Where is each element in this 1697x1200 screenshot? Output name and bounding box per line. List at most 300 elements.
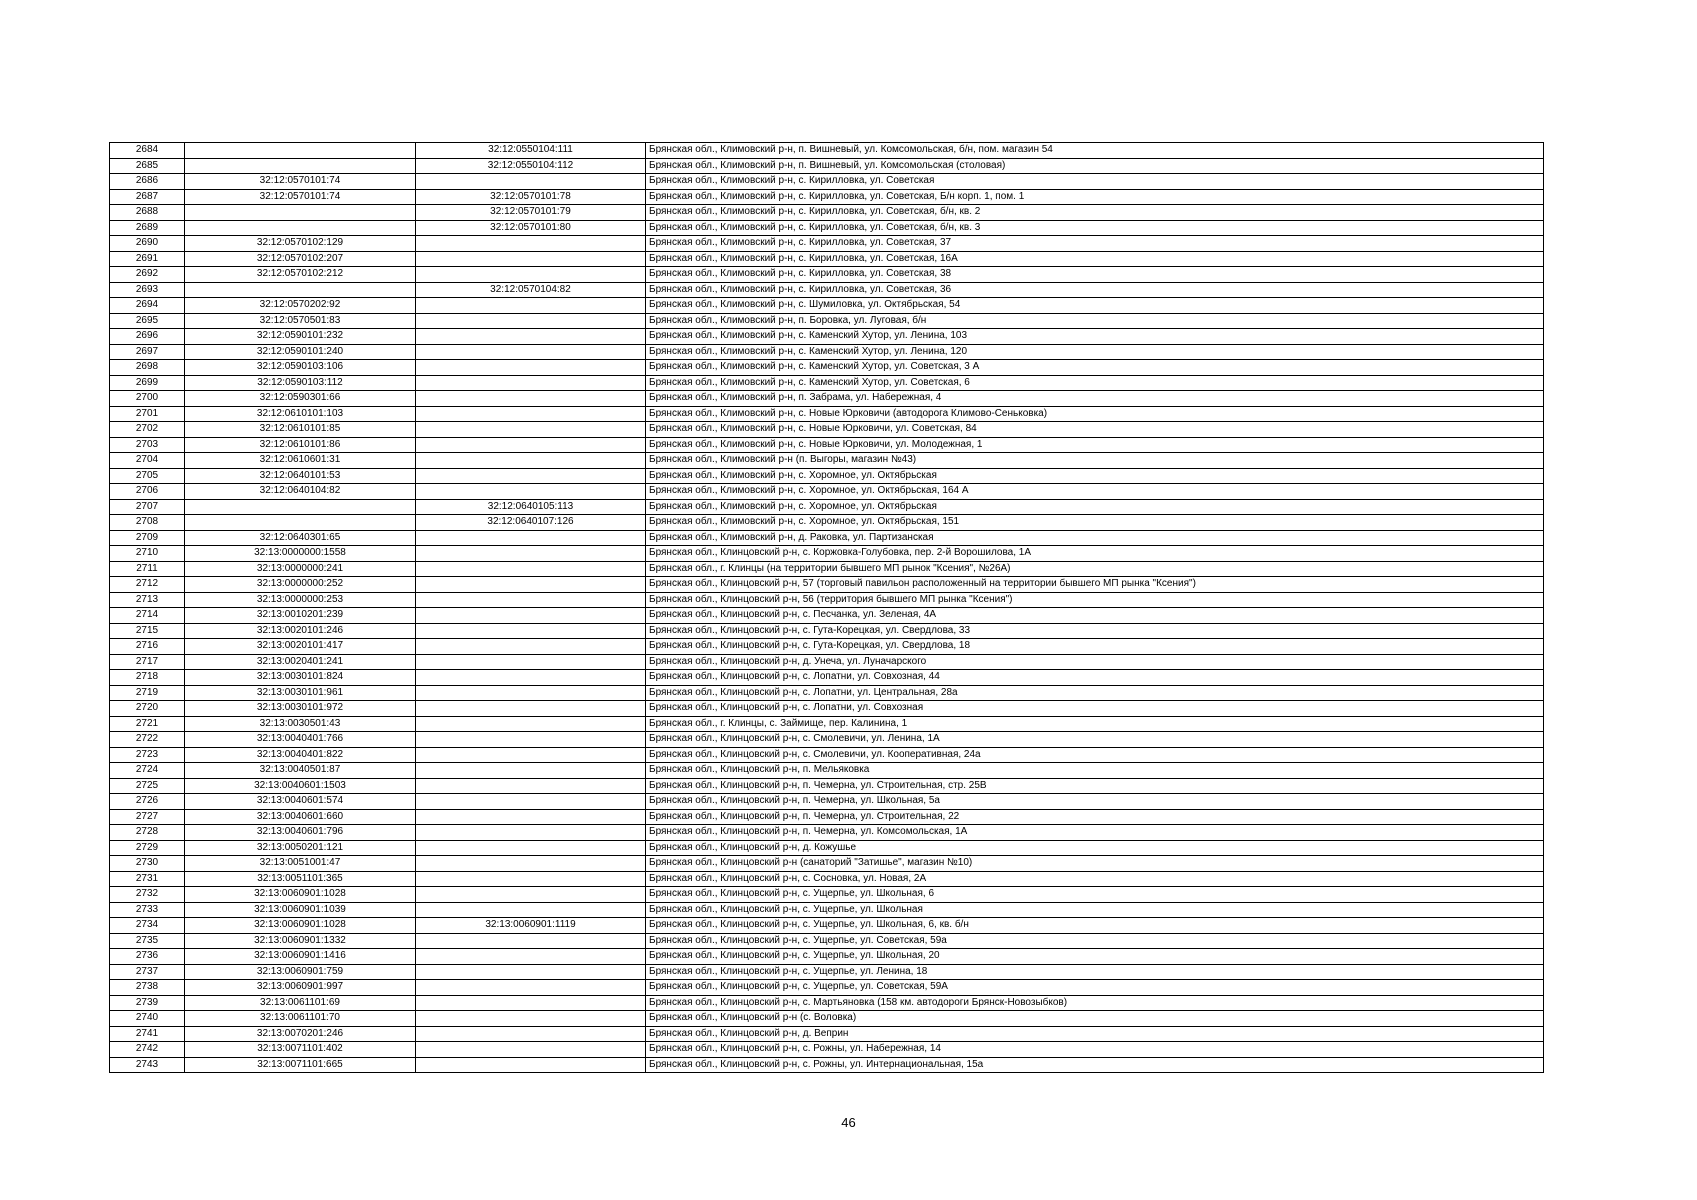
address-cell: Брянская обл., Клинцовский р-н, с. Ущерпье, ул. Советская, 59а [646,933,1544,949]
row-number-cell: 2713 [110,592,185,608]
building-cadastral-number-cell [416,995,646,1011]
cadastral-number-cell: 32:12:0610101:86 [185,437,416,453]
cadastral-number-cell: 32:12:0590103:106 [185,360,416,376]
address-cell: Брянская обл., Климовский р-н, с. Кирилловка, ул. Советская, 38 [646,267,1544,283]
cadastral-number-cell [185,282,416,298]
table-row [110,1011,1544,1027]
cadastral-number-cell [185,499,416,515]
table-row [110,980,1544,996]
row-number-cell: 2718 [110,670,185,686]
address-cell: Брянская обл., Клинцовский р-н, с. Рожны, ул. Набережная, 14 [646,1042,1544,1058]
registry-table-body [110,143,1544,1073]
building-cadastral-number-cell [416,344,646,360]
row-number-cell: 2695 [110,313,185,329]
row-number-cell: 2717 [110,654,185,670]
table-row [110,236,1544,252]
table-row [110,902,1544,918]
table-row [110,205,1544,221]
building-cadastral-number-cell [416,825,646,841]
row-number-cell: 2743 [110,1057,185,1073]
address-cell: Брянская обл., Климовский р-н, с. Хоромное, ул. Октябрьская, 164 А [646,484,1544,500]
row-number-cell: 2742 [110,1042,185,1058]
row-number-cell: 2726 [110,794,185,810]
row-number-cell: 2722 [110,732,185,748]
table-row [110,298,1544,314]
address-cell: Брянская обл., Климовский р-н, с. Хоромное, ул. Октябрьская, 151 [646,515,1544,531]
table-row [110,716,1544,732]
cadastral-number-cell: 32:12:0570102:212 [185,267,416,283]
building-cadastral-number-cell [416,747,646,763]
address-cell: Брянская обл., Клинцовский р-н, с. Смолевичи, ул. Кооперативная, 24а [646,747,1544,763]
address-cell: Брянская обл., Климовский р-н, с. Шумиловка, ул. Октябрьская, 54 [646,298,1544,314]
table-row [110,794,1544,810]
building-cadastral-number-cell [416,174,646,190]
table-row [110,933,1544,949]
table-row [110,515,1544,531]
building-cadastral-number-cell [416,375,646,391]
address-cell: Брянская обл., Клинцовский р-н, с. Лопатни, ул. Совхозная [646,701,1544,717]
building-cadastral-number-cell [416,236,646,252]
building-cadastral-number-cell [416,592,646,608]
table-row [110,670,1544,686]
row-number-cell: 2694 [110,298,185,314]
building-cadastral-number-cell [416,1042,646,1058]
address-cell: Брянская обл., Клинцовский р-н, с. Ущерпье, ул. Ленина, 18 [646,964,1544,980]
table-row [110,267,1544,283]
row-number-cell: 2738 [110,980,185,996]
building-cadastral-number-cell [416,980,646,996]
cadastral-number-cell: 32:13:0040601:574 [185,794,416,810]
table-row [110,1026,1544,1042]
row-number-cell: 2706 [110,484,185,500]
row-number-cell: 2724 [110,763,185,779]
building-cadastral-number-cell [416,561,646,577]
row-number-cell: 2720 [110,701,185,717]
cadastral-number-cell: 32:13:0040501:87 [185,763,416,779]
building-cadastral-number-cell [416,902,646,918]
row-number-cell: 2714 [110,608,185,624]
table-row [110,654,1544,670]
row-number-cell: 2687 [110,189,185,205]
address-cell: Брянская обл., Клинцовский р-н, с. Песчанка, ул. Зеленая, 4А [646,608,1544,624]
address-cell: Брянская обл., Клинцовский р-н, с. Рожны, ул. Интернациональная, 15а [646,1057,1544,1073]
row-number-cell: 2698 [110,360,185,376]
cadastral-number-cell: 32:13:0070201:246 [185,1026,416,1042]
row-number-cell: 2725 [110,778,185,794]
building-cadastral-number-cell [416,1011,646,1027]
building-cadastral-number-cell [416,716,646,732]
cadastral-number-cell: 32:12:0590301:66 [185,391,416,407]
building-cadastral-number-cell: 32:12:0550104:111 [416,143,646,159]
row-number-cell: 2709 [110,530,185,546]
cadastral-number-cell: 32:13:0040601:1503 [185,778,416,794]
row-number-cell: 2688 [110,205,185,221]
row-number-cell: 2704 [110,453,185,469]
table-row [110,220,1544,236]
row-number-cell: 2719 [110,685,185,701]
building-cadastral-number-cell [416,856,646,872]
address-cell: Брянская обл., Клинцовский р-н, с. Ущерпье, ул. Школьная [646,902,1544,918]
cadastral-number-cell: 32:13:0040601:796 [185,825,416,841]
cadastral-number-cell: 32:12:0570102:129 [185,236,416,252]
table-row [110,871,1544,887]
table-row [110,282,1544,298]
building-cadastral-number-cell: 32:12:0570101:80 [416,220,646,236]
building-cadastral-number-cell [416,360,646,376]
row-number-cell: 2736 [110,949,185,965]
building-cadastral-number-cell [416,453,646,469]
building-cadastral-number-cell [416,530,646,546]
address-cell: Брянская обл., Клинцовский р-н, п. Чемерна, ул. Строительная, стр. 25В [646,778,1544,794]
row-number-cell: 2692 [110,267,185,283]
address-cell: Брянская обл., Клинцовский р-н, 57 (торговый павильон расположенный на территории бывшего МП рынка "Ксения") [646,577,1544,593]
row-number-cell: 2729 [110,840,185,856]
building-cadastral-number-cell [416,623,646,639]
table-row [110,360,1544,376]
table-row [110,825,1544,841]
cadastral-number-cell: 32:12:0610601:31 [185,453,416,469]
cadastral-number-cell: 32:13:0060901:759 [185,964,416,980]
building-cadastral-number-cell [416,391,646,407]
address-cell: Брянская обл., Клинцовский р-н, д. Унеча, ул. Луначарского [646,654,1544,670]
building-cadastral-number-cell [416,577,646,593]
cadastral-number-cell: 32:13:0071101:665 [185,1057,416,1073]
row-number-cell: 2712 [110,577,185,593]
registry-table [109,142,1544,1073]
address-cell: Брянская обл., Климовский р-н, с. Кирилловка, ул. Советская [646,174,1544,190]
building-cadastral-number-cell [416,871,646,887]
cadastral-number-cell [185,158,416,174]
table-row [110,561,1544,577]
address-cell: Брянская обл., Климовский р-н, с. Кирилловка, ул. Советская, Б/н корп. 1, пом. 1 [646,189,1544,205]
building-cadastral-number-cell [416,468,646,484]
address-cell: Брянская обл., Климовский р-н, с. Каменский Хутор, ул. Ленина, 103 [646,329,1544,345]
cadastral-number-cell: 32:13:0000000:252 [185,577,416,593]
row-number-cell: 2690 [110,236,185,252]
row-number-cell: 2700 [110,391,185,407]
address-cell: Брянская обл., Клинцовский р-н, с. Ущерпье, ул. Школьная, 20 [646,949,1544,965]
address-cell: Брянская обл., Клинцовский р-н, с. Гута-Корецкая, ул. Свердлова, 33 [646,623,1544,639]
page-number: 46 [841,1115,856,1130]
address-cell: Брянская обл., Климовский р-н, с. Кирилловка, ул. Советская, 36 [646,282,1544,298]
address-cell: Брянская обл., Клинцовский р-н, с. Ущерпье, ул. Школьная, 6 [646,887,1544,903]
row-number-cell: 2685 [110,158,185,174]
address-cell: Брянская обл., Клинцовский р-н, п. Мельяковка [646,763,1544,779]
row-number-cell: 2731 [110,871,185,887]
cadastral-number-cell: 32:13:0040401:766 [185,732,416,748]
address-cell: Брянская обл., Климовский р-н, п. Забрама, ул. Набережная, 4 [646,391,1544,407]
table-row [110,174,1544,190]
address-cell: Брянская обл., Клинцовский р-н, с. Мартьяновка (158 км. автодороги Брянск-Новозыбков) [646,995,1544,1011]
address-cell: Брянская обл., Климовский р-н, д. Раковка, ул. Партизанская [646,530,1544,546]
address-cell: Брянская обл., Климовский р-н, с. Каменский Хутор, ул. Советская, 6 [646,375,1544,391]
cadastral-number-cell: 32:12:0570101:74 [185,189,416,205]
address-cell: Брянская обл., Климовский р-н, с. Хоромное, ул. Октябрьская [646,499,1544,515]
table-row [110,344,1544,360]
cadastral-number-cell: 32:13:0060901:1028 [185,918,416,934]
row-number-cell: 2721 [110,716,185,732]
building-cadastral-number-cell: 32:12:0570101:79 [416,205,646,221]
table-row [110,995,1544,1011]
address-cell: Брянская обл., Клинцовский р-н (с. Воловка) [646,1011,1544,1027]
cadastral-number-cell: 32:13:0030101:961 [185,685,416,701]
cadastral-number-cell: 32:12:0640104:82 [185,484,416,500]
address-cell: Брянская обл., г. Клинцы (на территории бывшего МП рынок "Ксения", №26А) [646,561,1544,577]
cadastral-number-cell: 32:13:0020401:241 [185,654,416,670]
address-cell: Брянская обл., Климовский р-н, с. Хоромное, ул. Октябрьская [646,468,1544,484]
cadastral-number-cell: 32:13:0060901:1332 [185,933,416,949]
building-cadastral-number-cell [416,251,646,267]
building-cadastral-number-cell [416,763,646,779]
row-number-cell: 2741 [110,1026,185,1042]
row-number-cell: 2715 [110,623,185,639]
row-number-cell: 2696 [110,329,185,345]
row-number-cell: 2707 [110,499,185,515]
row-number-cell: 2710 [110,546,185,562]
address-cell: Брянская обл., Климовский р-н, с. Кирилловка, ул. Советская, 16А [646,251,1544,267]
cadastral-number-cell: 32:13:0030101:972 [185,701,416,717]
building-cadastral-number-cell: 32:12:0640105:113 [416,499,646,515]
table-row [110,468,1544,484]
building-cadastral-number-cell [416,437,646,453]
address-cell: Брянская обл., Клинцовский р-н, п. Чемерна, ул. Школьная, 5а [646,794,1544,810]
building-cadastral-number-cell [416,701,646,717]
cadastral-number-cell: 32:12:0590101:240 [185,344,416,360]
building-cadastral-number-cell [416,964,646,980]
building-cadastral-number-cell [416,670,646,686]
table-row [110,964,1544,980]
row-number-cell: 2703 [110,437,185,453]
row-number-cell: 2728 [110,825,185,841]
address-cell: Брянская обл., Клинцовский р-н, с. Лопатни, ул. Центральная, 28а [646,685,1544,701]
address-cell: Брянская обл., Климовский р-н, с. Новые Юрковичи (автодорога Климово-Сеньковка) [646,406,1544,422]
row-number-cell: 2693 [110,282,185,298]
building-cadastral-number-cell [416,809,646,825]
table-row [110,577,1544,593]
table-row [110,391,1544,407]
table-row [110,453,1544,469]
cadastral-number-cell: 32:12:0610101:103 [185,406,416,422]
table-row [110,143,1544,159]
cadastral-number-cell: 32:12:0570101:74 [185,174,416,190]
row-number-cell: 2708 [110,515,185,531]
row-number-cell: 2733 [110,902,185,918]
row-number-cell: 2734 [110,918,185,934]
table-row [110,406,1544,422]
cadastral-number-cell: 32:13:0071101:402 [185,1042,416,1058]
table-row [110,856,1544,872]
building-cadastral-number-cell [416,422,646,438]
building-cadastral-number-cell [416,298,646,314]
building-cadastral-number-cell [416,329,646,345]
address-cell: Брянская обл., Клинцовский р-н, с. Сосновка, ул. Новая, 2А [646,871,1544,887]
table-row [110,732,1544,748]
cadastral-number-cell: 32:13:0061101:69 [185,995,416,1011]
cadastral-number-cell: 32:13:0061101:70 [185,1011,416,1027]
building-cadastral-number-cell [416,949,646,965]
table-row [110,1057,1544,1073]
table-row [110,949,1544,965]
table-row [110,158,1544,174]
row-number-cell: 2705 [110,468,185,484]
table-row [110,530,1544,546]
table-row [110,623,1544,639]
address-cell: Брянская обл., Клинцовский р-н, д. Кожушье [646,840,1544,856]
building-cadastral-number-cell [416,406,646,422]
building-cadastral-number-cell [416,654,646,670]
table-row [110,313,1544,329]
building-cadastral-number-cell [416,732,646,748]
cadastral-number-cell: 32:13:0060901:1416 [185,949,416,965]
row-number-cell: 2711 [110,561,185,577]
row-number-cell: 2739 [110,995,185,1011]
row-number-cell: 2735 [110,933,185,949]
row-number-cell: 2702 [110,422,185,438]
row-number-cell: 2701 [110,406,185,422]
table-row [110,592,1544,608]
address-cell: Брянская обл., Клинцовский р-н, с. Смолевичи, ул. Ленина, 1А [646,732,1544,748]
building-cadastral-number-cell [416,267,646,283]
row-number-cell: 2697 [110,344,185,360]
table-row [110,639,1544,655]
cadastral-number-cell: 32:12:0570102:207 [185,251,416,267]
address-cell: Брянская обл., Климовский р-н, с. Новые Юрковичи, ул. Советская, 84 [646,422,1544,438]
building-cadastral-number-cell [416,1026,646,1042]
row-number-cell: 2732 [110,887,185,903]
building-cadastral-number-cell [416,1057,646,1073]
address-cell: Брянская обл., Клинцовский р-н, с. Ущерпье, ул. Советская, 59А [646,980,1544,996]
building-cadastral-number-cell: 32:12:0640107:126 [416,515,646,531]
address-cell: Брянская обл., Клинцовский р-н, п. Чемерна, ул. Строительная, 22 [646,809,1544,825]
table-row [110,375,1544,391]
building-cadastral-number-cell: 32:12:0570101:78 [416,189,646,205]
address-cell: Брянская обл., Климовский р-н, п. Вишневый, ул. Комсомольская, б/н, пом. магазин 54 [646,143,1544,159]
address-cell: Брянская обл., Клинцовский р-н, с. Лопатни, ул. Совхозная, 44 [646,670,1544,686]
table-row [110,1042,1544,1058]
table-row [110,484,1544,500]
address-cell: Брянская обл., Клинцовский р-н, с. Коржовка-Голубовка, пер. 2-й Ворошилова, 1А [646,546,1544,562]
cadastral-number-cell: 32:13:0051101:365 [185,871,416,887]
row-number-cell: 2684 [110,143,185,159]
cadastral-number-cell: 32:12:0590101:232 [185,329,416,345]
cadastral-number-cell: 32:13:0040601:660 [185,809,416,825]
table-row [110,918,1544,934]
table-row [110,685,1544,701]
address-cell: Брянская обл., Климовский р-н, с. Кирилловка, ул. Советская, 37 [646,236,1544,252]
address-cell: Брянская обл., Климовский р-н, с. Новые Юрковичи, ул. Молодежная, 1 [646,437,1544,453]
table-row [110,329,1544,345]
building-cadastral-number-cell [416,608,646,624]
building-cadastral-number-cell: 32:12:0550104:112 [416,158,646,174]
cadastral-number-cell: 32:12:0610101:85 [185,422,416,438]
table-row [110,189,1544,205]
cadastral-number-cell: 32:13:0000000:241 [185,561,416,577]
building-cadastral-number-cell [416,794,646,810]
address-cell: Брянская обл., Климовский р-н, с. Кирилловка, ул. Советская, б/н, кв. 3 [646,220,1544,236]
building-cadastral-number-cell [416,546,646,562]
row-number-cell: 2691 [110,251,185,267]
table-row [110,763,1544,779]
row-number-cell: 2737 [110,964,185,980]
row-number-cell: 2723 [110,747,185,763]
cadastral-number-cell: 32:13:0060901:997 [185,980,416,996]
address-cell: Брянская обл., Климовский р-н (п. Выгоры, магазин №43) [646,453,1544,469]
address-cell: Брянская обл., г. Клинцы, с. Займище, пер. Калинина, 1 [646,716,1544,732]
table-row [110,809,1544,825]
cadastral-number-cell: 32:12:0640301:65 [185,530,416,546]
building-cadastral-number-cell [416,778,646,794]
cadastral-number-cell: 32:13:0020101:246 [185,623,416,639]
cadastral-number-cell: 32:13:0051001:47 [185,856,416,872]
table-row [110,840,1544,856]
cadastral-number-cell [185,143,416,159]
cadastral-number-cell: 32:13:0000000:253 [185,592,416,608]
cadastral-number-cell: 32:13:0060901:1039 [185,902,416,918]
cadastral-number-cell [185,220,416,236]
building-cadastral-number-cell [416,313,646,329]
cadastral-number-cell: 32:13:0040401:822 [185,747,416,763]
cadastral-number-cell: 32:13:0060901:1028 [185,887,416,903]
address-cell: Брянская обл., Климовский р-н, с. Каменский Хутор, ул. Ленина, 120 [646,344,1544,360]
building-cadastral-number-cell [416,933,646,949]
table-row [110,701,1544,717]
address-cell: Брянская обл., Климовский р-н, п. Вишневый, ул. Комсомольская (столовая) [646,158,1544,174]
building-cadastral-number-cell [416,484,646,500]
address-cell: Брянская обл., Клинцовский р-н, с. Ущерпье, ул. Школьная, 6, кв. б/н [646,918,1544,934]
building-cadastral-number-cell [416,639,646,655]
cadastral-number-cell: 32:13:0010201:239 [185,608,416,624]
cadastral-number-cell: 32:13:0030101:824 [185,670,416,686]
address-cell: Брянская обл., Климовский р-н, п. Боровка, ул. Луговая, б/н [646,313,1544,329]
row-number-cell: 2740 [110,1011,185,1027]
building-cadastral-number-cell: 32:13:0060901:1119 [416,918,646,934]
address-cell: Брянская обл., Клинцовский р-н (санаторий "Затишье", магазин №10) [646,856,1544,872]
cadastral-number-cell: 32:13:0000000:1558 [185,546,416,562]
address-cell: Брянская обл., Клинцовский р-н, 56 (территория бывшего МП рынка "Ксения") [646,592,1544,608]
cadastral-number-cell: 32:12:0570501:83 [185,313,416,329]
building-cadastral-number-cell [416,887,646,903]
table-row [110,422,1544,438]
building-cadastral-number-cell: 32:12:0570104:82 [416,282,646,298]
cadastral-number-cell: 32:12:0590103:112 [185,375,416,391]
cadastral-number-cell: 32:12:0640101:53 [185,468,416,484]
address-cell: Брянская обл., Климовский р-н, с. Каменский Хутор, ул. Советская, 3 А [646,360,1544,376]
cadastral-number-cell: 32:13:0020101:417 [185,639,416,655]
table-row [110,546,1544,562]
address-cell: Брянская обл., Клинцовский р-н, п. Чемерна, ул. Комсомольская, 1А [646,825,1544,841]
table-row [110,747,1544,763]
table-row [110,251,1544,267]
table-row [110,437,1544,453]
row-number-cell: 2689 [110,220,185,236]
row-number-cell: 2686 [110,174,185,190]
table-row [110,608,1544,624]
cadastral-number-cell: 32:13:0030501:43 [185,716,416,732]
table-row [110,499,1544,515]
cadastral-number-cell [185,515,416,531]
row-number-cell: 2730 [110,856,185,872]
cadastral-number-cell: 32:13:0050201:121 [185,840,416,856]
row-number-cell: 2716 [110,639,185,655]
row-number-cell: 2727 [110,809,185,825]
address-cell: Брянская обл., Клинцовский р-н, д. Веприн [646,1026,1544,1042]
building-cadastral-number-cell [416,840,646,856]
table-row [110,778,1544,794]
address-cell: Брянская обл., Клинцовский р-н, с. Гута-Корецкая, ул. Свердлова, 18 [646,639,1544,655]
address-cell: Брянская обл., Климовский р-н, с. Кирилловка, ул. Советская, б/н, кв. 2 [646,205,1544,221]
table-row [110,887,1544,903]
row-number-cell: 2699 [110,375,185,391]
